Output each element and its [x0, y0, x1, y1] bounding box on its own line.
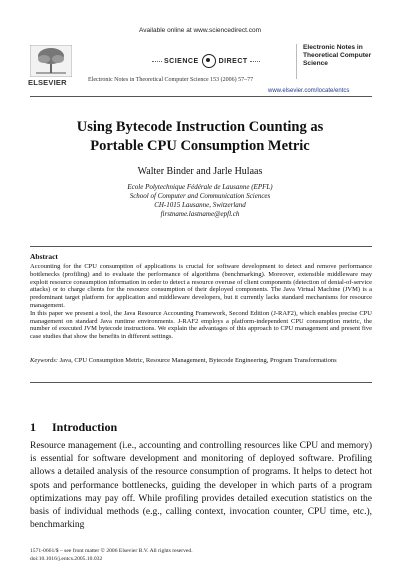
sciencedirect-left-text: SCIENCE [164, 57, 199, 65]
dots-right-icon [250, 61, 260, 62]
page-footer [30, 547, 193, 563]
keywords-label: Keywords: [30, 357, 58, 364]
journal-name-line: Theoretical Computer [303, 52, 372, 60]
journal-name-line: Electronic Notes in [303, 44, 363, 51]
section-body [30, 440, 372, 532]
section-paragraph: Resource management (i.e., accounting and controlling resources like CPU and memory) is essential for software development and monitoring of deployed software. Profiling allows a detailed analysis of the resource consumption of programs. It helps to detect hot spots and performance bottlenecks, guiding the developer in which parts of a program optimizations may pay off. While profiling provides detailed execution statistics on the basis of individual methods (e.g., calling context, invocation counter, CPU time, etc.), benchmarking [30, 441, 372, 531]
abstract-top-rule [30, 246, 372, 247]
abstract-heading: Abstract [30, 252, 58, 261]
section-heading [30, 420, 117, 435]
author-affiliation [0, 183, 400, 219]
keywords-line [30, 357, 372, 365]
publisher-name: ELSEVIER [28, 78, 67, 87]
affiliation-line: Ecole Polytechnique Fédérale de Lausanne (EPFL) [127, 183, 273, 191]
affiliation-line: CH-1015 Lausanne, Switzerland [154, 201, 246, 209]
author-email: firstname.lastname@epfl.ch [160, 210, 240, 218]
title-line: Portable CPU Consumption Metric [90, 138, 310, 154]
abstract-paragraph: In this paper we present a tool, the Java Resource Accounting Framework, Second Edition (J-RAF2), which enables precise CPU management on standard Java runtime environments. J-RAF2 employs a platform-independent CPU consumption metric, the number of executed JVM bytecode instructions. We explain the advantages of this approach to CPU management and present five case studies that show the benefits in different settings. [30, 309, 372, 341]
keywords-list: Java, CPU Consumption Metric, Resource Management, Bytecode Engineering, Program Transformations [59, 357, 337, 364]
abstract-paragraph: Accounting for the CPU consumption of applications is crucial for software development to detect and remove performance bottlenecks (profiling) and to evaluate the performance of algorithms (benchmarking). Moreover, extensible middleware may exploit resource consumption information in order to detect a resource overuse of client components (detection of denial-of-service attacks) or to charge clients for the resource consumption of their deployed components. The Java Virtual Machine (JVM) is a predominant target platform for application and middleware developers, but it currently lacks standard mechanisms for resource management. [30, 263, 372, 309]
sciencedirect-d-icon [202, 54, 216, 68]
header-divider [30, 96, 372, 97]
sciencedirect-right-text: DIRECT [218, 57, 248, 65]
abstract-body [30, 263, 372, 341]
section-title: Introduction [52, 420, 118, 434]
doi-line: doi:10.1016/j.entcs.2005.10.032 [30, 556, 103, 562]
dots-left-icon [152, 61, 162, 62]
issn-line: 1571-0661/$ – see front matter © 2006 Elsevier B.V. All rights reserved. [30, 548, 193, 554]
available-online-text: Available online at www.sciencedirect.com [139, 27, 261, 34]
journal-url-link[interactable]: www.elsevier.com/locate/entcs [268, 88, 350, 94]
affiliation-line: School of Computer and Communication Sciences [129, 192, 271, 200]
paper-title [0, 118, 400, 156]
journal-name-box [296, 44, 377, 79]
journal-citation: Electronic Notes in Theoretical Computer Science 153 (2006) 57–77 [88, 77, 254, 83]
paper-authors: Walter Binder and Jarle Hulaas [137, 166, 263, 177]
title-line: Using Bytecode Instruction Counting as [76, 119, 324, 135]
abstract-bottom-rule [30, 382, 372, 383]
journal-name-line: Science [303, 60, 328, 68]
sciencedirect-logo [150, 52, 262, 70]
section-number: 1 [30, 420, 36, 434]
